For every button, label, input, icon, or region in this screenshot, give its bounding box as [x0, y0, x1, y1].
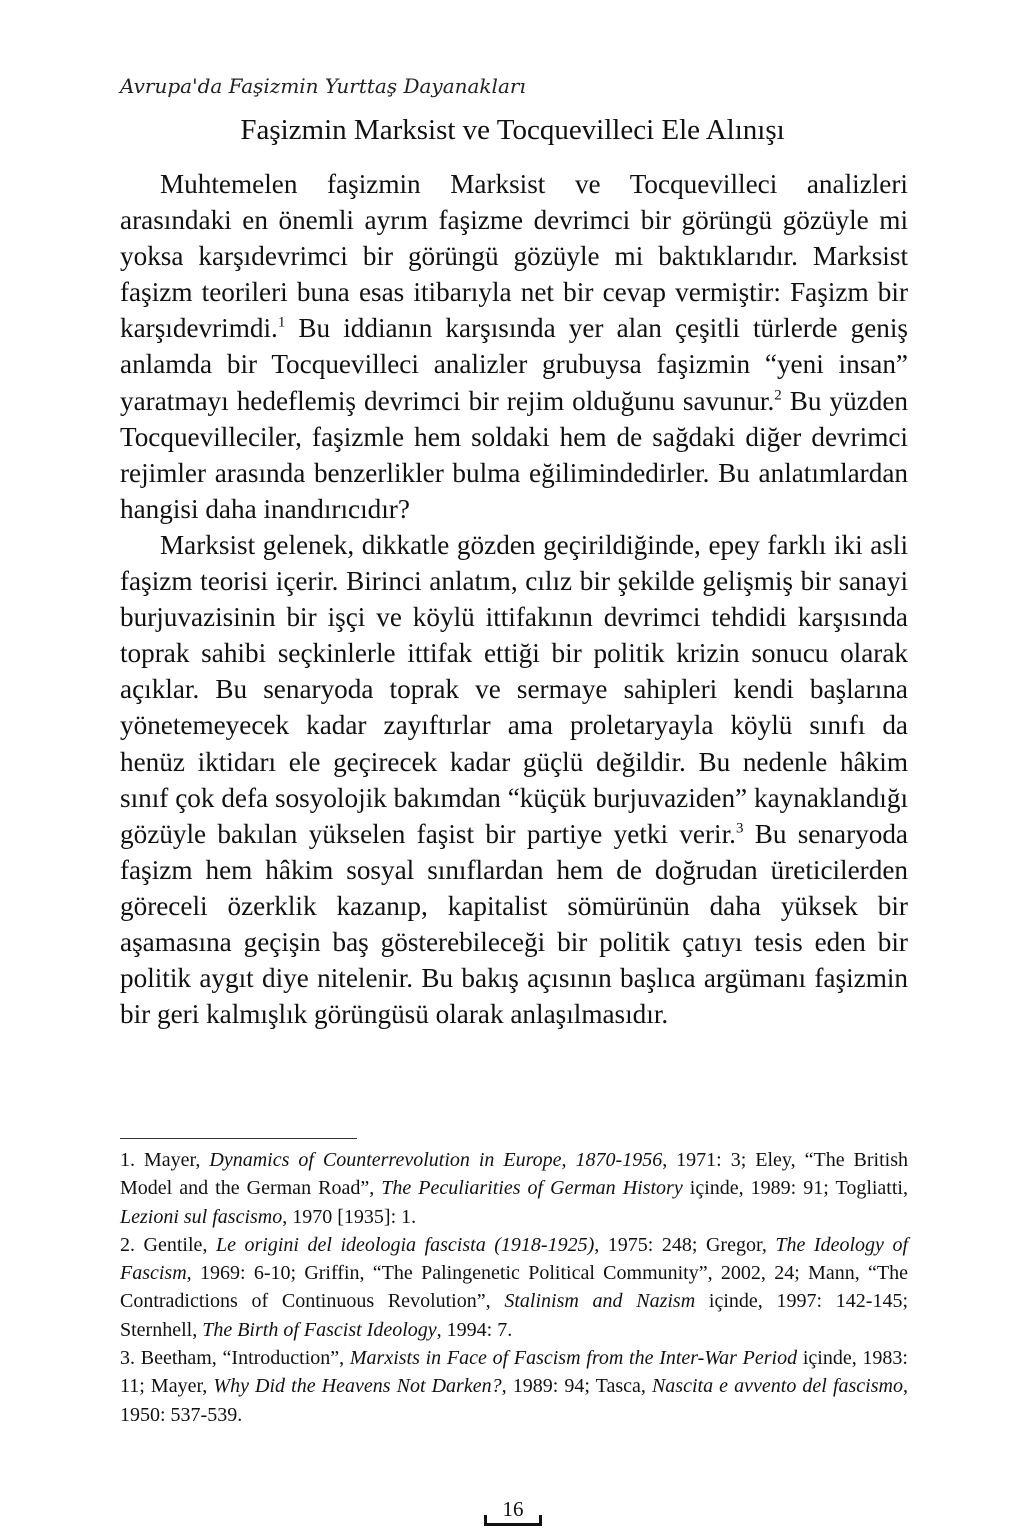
paragraph-1-part-c: Bu yüzden Tocquevilleciler, faşizmle hem soldaki hem de sağdaki diğer devrimci rejimler arasında benzerlikler bulma eğilimindedirler. Bu anlatımlardan hangisi daha inandırıcıdır? [120, 385, 908, 524]
footnote-2-text-1: , 1975: 248; Gregor, [594, 1233, 776, 1256]
footnote-ref-1: 1 [277, 314, 286, 331]
footnote-1 [120, 1146, 908, 1231]
paragraph-1-part-a: Muhtemelen faşizmin Marksist ve Tocquevilleci analizleri arasındaki en önemli ayrım faşizme devrimci bir görüngü gözüyle mi yoksa karşıdevrimci bir görüngü gözüyle mi baktıklarıdır. Marksist faşizm teorileri buna esas itibarıyla net bir cevap vermiştir: Faşizm bir karşıdevrimdi. [120, 169, 908, 344]
page-number-bracket-left [484, 1515, 487, 1525]
paragraph-1-part-b: Bu iddianın karşısında yer alan çeşitli türlerde geniş anlamda bir Tocquevilleci analizler grubuysa faşizmin “yeni insan” yaratmayı hedeflemiş devrimci bir rejim olduğunu savunur. [120, 313, 908, 416]
footnote-3-lead: 3. Beetham, “Introduction”, [120, 1347, 350, 1370]
footnote-2-title-3: Stalinism and Nazism [504, 1290, 696, 1313]
page-number-box [482, 1497, 544, 1527]
page-number-underline [484, 1523, 542, 1526]
paragraph-2-part-b: Bu senaryoda faşizm hem hâkim sosyal sınıflardan hem de doğrudan üreticilerden göreceli özerklik kazanıp, kapitalist sömürünün daha yüksek bir aşamasına geçişin baş gösterebileceği bir politik çatıyı tesis eden bir politik aygıt diye nitelenir. Bu bakış açısının başlıca argümanı faşizmin bir geri kalmışlık görüngüsü olarak anlaşılmasıdır. [120, 818, 908, 1030]
footnote-2-title-1: Le origini del ideologia fascista (1918-1925) [215, 1233, 595, 1256]
paragraph-1 [120, 166, 908, 527]
footnote-3-title-2: Why Did the Heavens Not Darken? [213, 1375, 502, 1398]
footnote-2-text-3: içinde, 1997: 142-145; Sternhell, [120, 1290, 909, 1341]
footnote-ref-2: 2 [774, 387, 782, 404]
footnote-3-title-3: Nascita e avvento del fascismo [651, 1375, 903, 1398]
footnote-ref-3: 3 [735, 820, 744, 837]
section-title: Faşizmin Marksist ve Tocquevilleci Ele Alınışı [240, 114, 785, 146]
footnote-1-title-2: The Peculiarities of German History [381, 1177, 683, 1200]
footnote-3 [120, 1344, 908, 1429]
footnote-1-title-3: Lezioni sul fascismo [120, 1205, 283, 1228]
footnote-2 [120, 1231, 908, 1344]
footnote-2-text-4: , 1994: 7. [436, 1318, 513, 1341]
footnote-1-text-3: , 1970 [1935]: 1. [282, 1205, 417, 1228]
footnote-separator [120, 1138, 357, 1139]
footnote-1-text-2: içinde, 1989: 91; Togliatti, [682, 1177, 908, 1200]
footnotes [120, 1146, 908, 1429]
footnote-1-lead: 1. Mayer, [120, 1149, 210, 1171]
footnote-1-title-1: Dynamics of Counterrevolution in Europe, 1870-1956 [209, 1149, 663, 1171]
page-number-bracket-right [539, 1515, 542, 1525]
paragraph-2 [120, 527, 908, 1032]
footnote-2-title-2: The Ideology of Fascism [120, 1233, 908, 1285]
footnote-1-text-1: , 1971: 3; Eley, “The British Model and the German Road”, [120, 1149, 909, 1200]
paragraph-2-part-a: Marksist gelenek, dikkatle gözden geçirildiğinde, epey farklı iki asli faşizm teorisi içerir. Birinci anlatım, cılız bir şekilde gelişmiş bir sanayi burjuvazisinin bir işçi ve köylü ittifakının devrimci tehdidi karşısında toprak sahibi seçkinlerle ittifak ettiği bir politik krizin sonucu olarak açıklar. Bu senaryoda toprak ve sermaye sahipleri kendi başlarına yönetemeyecek kadar zayıftırlar ama proletaryayla köylü sınıfı da henüz iktidarı ele geçirecek kadar güçlü değildir. Bu nedenle hâkim sınıf çok defa sosyolojik bakımdan “küçük burjuvaziden” kaynaklandığı gözüyle bakılan yükselen faşist bir partiye yetki verir. [120, 529, 908, 849]
footnote-3-title-1: Marxists in Face of Fascism from the Inter-War Period [349, 1347, 798, 1370]
footnote-2-text-2: , 1969: 6-10; Griffin, “The Palingenetic Political Community”, 2002, 24; Mann, “The Contradictions of Continuous Revolution”, [120, 1262, 908, 1313]
footnote-3-text-1: içinde, 1983: 11; Mayer, [120, 1347, 908, 1398]
footnote-3-text-3: , 1950: 537-539. [120, 1375, 908, 1426]
footnote-3-text-2: , 1989: 94; Tasca, [501, 1375, 652, 1398]
footnote-2-title-4: The Birth of Fascist Ideology [202, 1318, 437, 1341]
page-number: 16 [502, 1497, 524, 1521]
footnote-2-lead: 2. Gentile, [120, 1233, 216, 1256]
body-text [120, 166, 908, 1032]
running-head: Avrupa'da Faşizmin Yurttaş Dayanakları [120, 74, 526, 98]
